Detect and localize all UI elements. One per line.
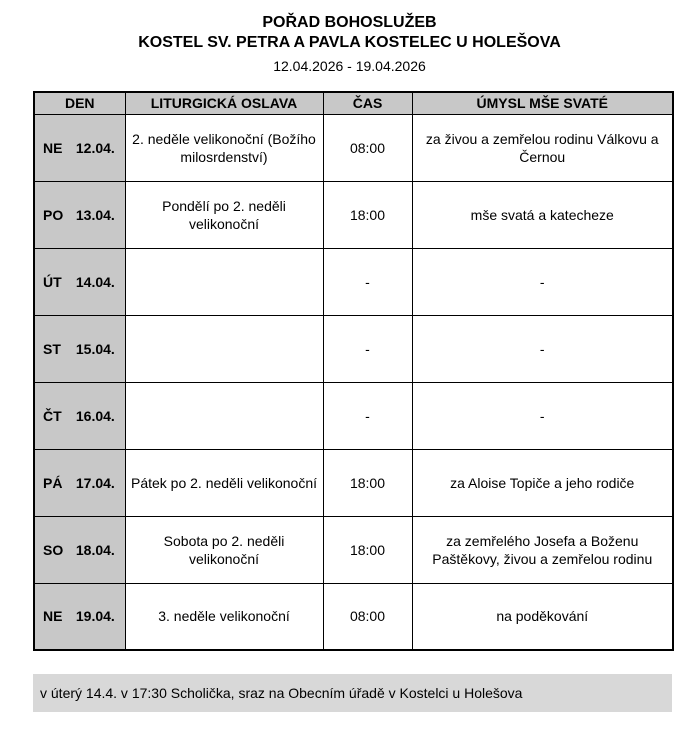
day-abbreviation: NE [43, 139, 63, 156]
document-header [0, 0, 699, 75]
day-cell [34, 114, 125, 181]
day-date: 18.04. [75, 541, 115, 558]
time-cell: 18:00 [323, 181, 412, 248]
time-cell: 08:00 [323, 114, 412, 181]
table-row [34, 382, 673, 449]
day-cell [34, 516, 125, 583]
day-cell [34, 248, 125, 315]
intention-cell: - [412, 248, 673, 315]
table-row [34, 315, 673, 382]
celebration-cell: Pátek po 2. neděli velikonoční [125, 449, 323, 516]
celebration-cell [125, 315, 323, 382]
celebration-cell: 2. neděle velikonoční (Božího milosrdenství) [125, 114, 323, 181]
column-header-den: DEN [34, 92, 125, 114]
column-header-umysl-mse-svate: ÚMYSL MŠE SVATÉ [412, 92, 673, 114]
table-row [34, 114, 673, 181]
celebration-cell: Sobota po 2. neděli velikonoční [125, 516, 323, 583]
table-row [34, 516, 673, 583]
day-abbreviation: ÚT [43, 273, 62, 290]
intention-cell: za živou a zemřelou rodinu Válkovu a Černou [412, 114, 673, 181]
day-cell [34, 583, 125, 650]
time-cell: 18:00 [323, 449, 412, 516]
intention-cell: na poděkování [412, 583, 673, 650]
time-cell: - [323, 248, 412, 315]
column-header-cas: ČAS [323, 92, 412, 114]
day-cell [34, 449, 125, 516]
time-cell: 08:00 [323, 583, 412, 650]
footer-note-text: v úterý 14.4. v 17:30 Scholička, sraz na Obecním úřadě v Kostelci u Holešova [40, 685, 523, 701]
day-cell [34, 382, 125, 449]
celebration-cell [125, 248, 323, 315]
day-date: 12.04. [75, 139, 115, 156]
date-range: 12.04.2026 - 19.04.2026 [273, 58, 426, 74]
day-abbreviation: SO [43, 541, 64, 558]
intention-cell: - [412, 315, 673, 382]
table-row [34, 248, 673, 315]
intention-cell: za Aloise Topiče a jeho rodiče [412, 449, 673, 516]
day-abbreviation: NE [43, 608, 63, 625]
day-cell [34, 181, 125, 248]
day-date: 19.04. [75, 608, 115, 625]
column-header-liturgicka-oslava: LITURGICKÁ OSLAVA [125, 92, 323, 114]
page-subtitle: KOSTEL SV. PETRA A PAVLA KOSTELEC U HOLEŠOVA [138, 34, 561, 51]
time-cell: - [323, 382, 412, 449]
celebration-cell: 3. neděle velikonoční [125, 583, 323, 650]
time-cell: - [323, 315, 412, 382]
day-abbreviation: PÁ [43, 474, 63, 491]
day-abbreviation: PO [43, 206, 64, 223]
intention-cell: za zemřelého Josefa a Boženu Paštěkovy, živou a zemřelou rodinu [412, 516, 673, 583]
day-date: 13.04. [75, 206, 115, 223]
schedule-table [33, 91, 674, 651]
day-date: 14.04. [75, 273, 115, 290]
table-header-row [34, 92, 673, 114]
page-title: POŘAD BOHOSLUŽEB [262, 14, 437, 31]
table-row [34, 181, 673, 248]
footer-announcement-bar [33, 674, 672, 712]
day-abbreviation: ST [43, 340, 61, 357]
time-cell: 18:00 [323, 516, 412, 583]
table-row [34, 583, 673, 650]
celebration-cell: Pondělí po 2. neděli velikonoční [125, 181, 323, 248]
day-cell [34, 315, 125, 382]
intention-cell: - [412, 382, 673, 449]
intention-cell: mše svatá a katecheze [412, 181, 673, 248]
celebration-cell [125, 382, 323, 449]
day-date: 16.04. [75, 407, 115, 424]
day-date: 17.04. [75, 474, 115, 491]
day-abbreviation: ČT [43, 407, 62, 424]
day-date: 15.04. [75, 340, 115, 357]
table-row [34, 449, 673, 516]
